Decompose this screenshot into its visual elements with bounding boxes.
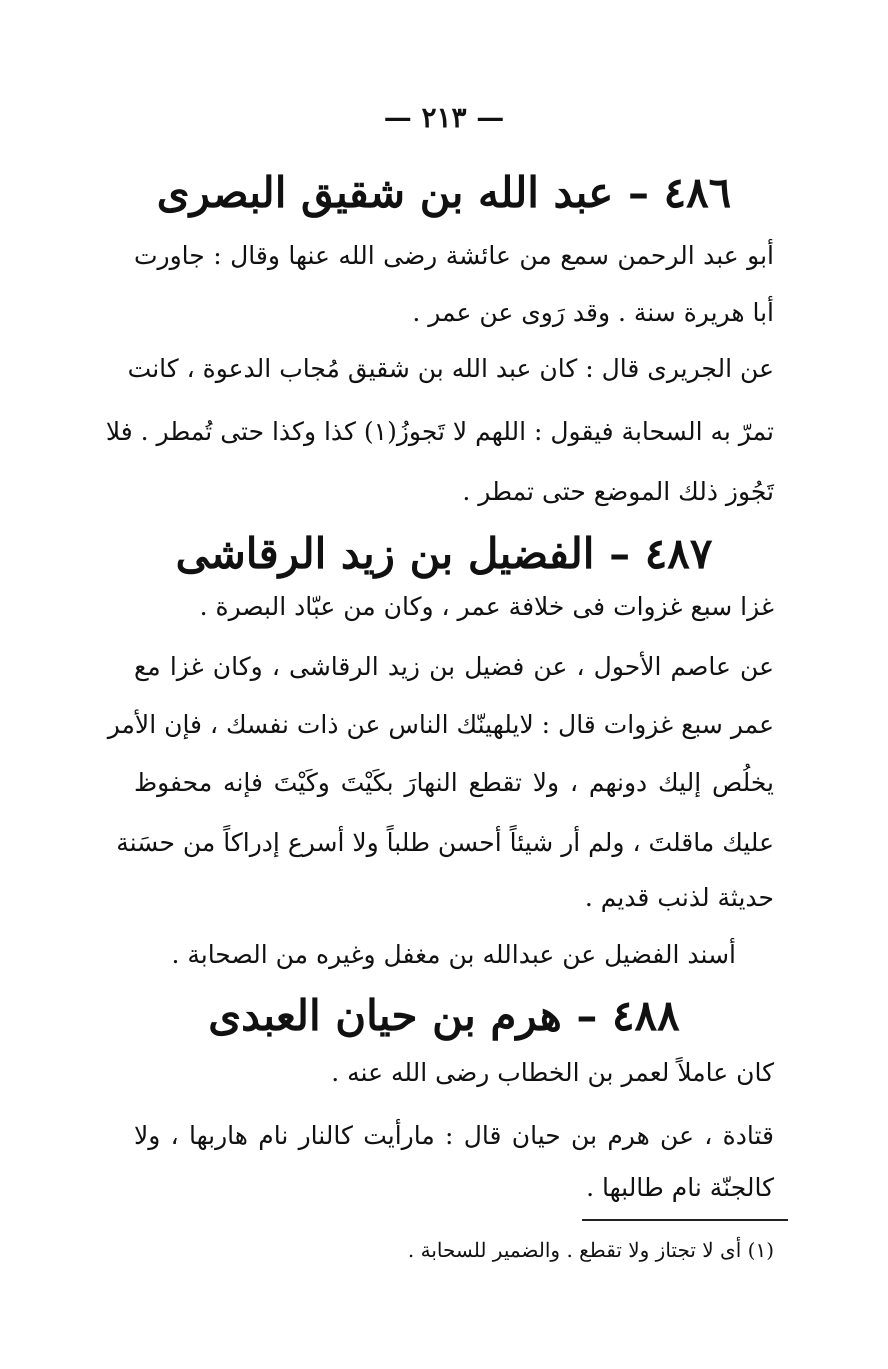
entry-487-line-7: أسند الفضيل عن عبدالله بن مغفل وغيره من الصحابة . bbox=[171, 940, 736, 969]
entry-heading-487: ٤٨٧ – الفضيل بن زيد الرقاشى bbox=[175, 529, 713, 578]
footnote-separator bbox=[582, 1219, 788, 1221]
entry-487-line-5: عليك ماقلتَ ، ولم أر شيئاً أحسن طلباً ولا أسرع إدراكاً من حسَنة bbox=[116, 828, 774, 857]
entry-486-line-3: عن الجريرى قال : كان عبد الله بن شقيق مُجاب الدعوة ، كانت bbox=[127, 354, 774, 383]
page-number: — ٢١٣ — bbox=[383, 101, 505, 134]
entry-487-line-3: عمر سبع غزوات قال : لايلهينّك الناس عن ذات نفسك ، فإن الأمر bbox=[107, 710, 774, 739]
entry-heading-486: ٤٨٦ – عبد الله بن شقيق البصرى bbox=[156, 168, 732, 217]
entry-486-line-1: أبو عبد الرحمن سمع من عائشة رضى الله عنها وقال : جاورت bbox=[134, 241, 774, 270]
entry-heading-488: ٤٨٨ – هرم بن حيان العبدى bbox=[208, 991, 680, 1040]
entry-488-line-1: كان عاملاً لعمر بن الخطاب رضى الله عنه . bbox=[331, 1058, 774, 1087]
entry-487-line-1: غزا سبع غزوات فى خلافة عمر ، وكان من عبّاد البصرة . bbox=[199, 592, 774, 621]
entry-487-line-6: حديثة لذنب قديم . bbox=[584, 883, 774, 912]
entry-488-line-2: قتادة ، عن هرم بن حيان قال : مارأيت كالنار نام هاربها ، ولا bbox=[134, 1121, 774, 1150]
entry-487-line-2: عن عاصم الأحول ، عن فضيل بن زيد الرقاشى ، وكان غزا مع bbox=[134, 652, 774, 681]
footnote: (١) أى لا تجتاز ولا تقطع . والضمير للسحابة . bbox=[407, 1238, 774, 1262]
entry-486-line-4: تمرّ به السحابة فيقول : اللهم لا تَجوزُ(١) كذا وكذا حتى تُمطر . فلا bbox=[105, 417, 774, 446]
entry-486-line-2: أبا هريرة سنة . وقد رَوى عن عمر . bbox=[412, 298, 774, 327]
entry-487-line-4: يخلُص إليك دونهم ، ولا تقطع النهارَ بكَيْتَ وكَيْتَ فإنه محفوظ bbox=[134, 768, 774, 797]
entry-488-line-3: كالجنّة نام طالبها . bbox=[586, 1173, 774, 1202]
entry-486-line-5: تَجُوز ذلك الموضع حتى تمطر . bbox=[462, 477, 774, 506]
